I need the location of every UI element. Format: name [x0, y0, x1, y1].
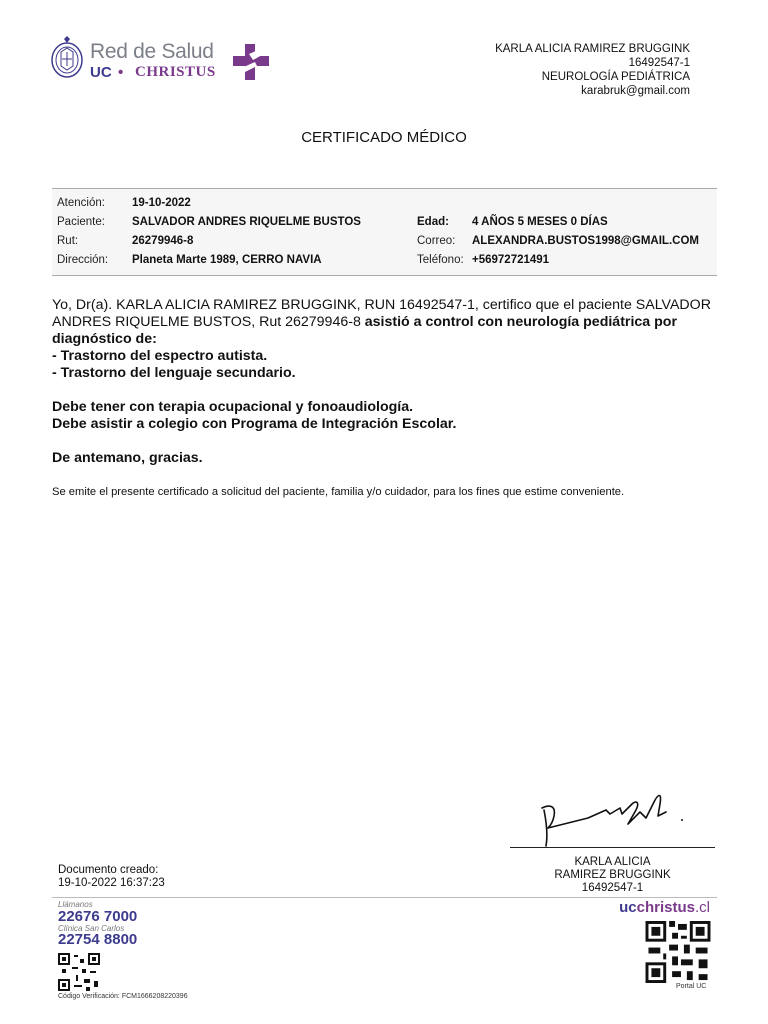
- doctor-run: 16492547-1: [628, 57, 690, 69]
- certification-paragraph: [52, 297, 732, 348]
- christus-cross-icon: [233, 44, 273, 80]
- email-value: ALEXANDRA.BUSTOS1998@GMAIL.COM: [472, 235, 699, 247]
- recommendation-1: Debe tener con terapia ocupacional y fonoaudiología.: [52, 399, 414, 415]
- email-label: Correo:: [417, 235, 456, 247]
- logo-dot: •: [118, 64, 124, 81]
- intro-bold-text: asistió a control con neurología pediátrica por diagnóstico de:: [52, 314, 677, 347]
- red-salud-uc-christus-logo: [50, 36, 280, 86]
- call-label: Llámanos: [58, 900, 93, 909]
- signer-line-3: 16492547-1: [581, 882, 644, 894]
- site-uc: uc: [619, 899, 637, 916]
- phone-value: +56972721491: [472, 254, 550, 266]
- doctor-email: karabruk@gmail.com: [581, 85, 690, 97]
- logo-christus-text: CHRISTUS: [135, 64, 216, 80]
- attention-label: Atención:: [57, 197, 105, 209]
- certificate-body: [52, 297, 732, 467]
- clinic-label: Clínica San Carlos: [58, 924, 125, 933]
- attention-value: 19-10-2022: [132, 197, 191, 209]
- rut-label: Rut:: [57, 235, 79, 247]
- intro-text: Yo, Dr(a). KARLA ALICIA RAMIREZ BRUGGINK, RUN 16492547-1, certifico que el paciente SALVADOR ANDRES RIQUELME BUSTOS, Rut 26279946-8: [52, 297, 711, 330]
- site-cl: .cl: [695, 899, 710, 916]
- patient-value: SALVADOR ANDRES RIQUELME BUSTOS: [132, 216, 361, 228]
- ucchristus-website: [619, 899, 710, 916]
- site-christus: christus: [636, 899, 695, 916]
- footer-divider: [52, 897, 717, 898]
- recommendation-2: Debe asistir a colegio con Programa de Integración Escolar.: [52, 416, 457, 432]
- certificate-title: CERTIFICADO MÉDICO: [301, 129, 467, 146]
- issuance-note: Se emite el presente certificado a solicitud del paciente, familia y/o cuidador, para los fines que estime conveniente.: [52, 486, 625, 498]
- portal-uc-label: Portal UC: [676, 983, 707, 990]
- document-created: [58, 864, 165, 890]
- doctor-header: [495, 42, 690, 98]
- handwritten-signature: [536, 790, 696, 850]
- age-label: Edad:: [417, 216, 449, 228]
- rut-value: 26279946-8: [132, 235, 194, 247]
- closing-text: De antemano, gracias.: [52, 450, 203, 466]
- doctor-specialty: NEUROLOGÍA PEDIÁTRICA: [541, 71, 690, 83]
- signer-line-1: KARLA ALICIA: [574, 856, 651, 868]
- uc-seal-icon: [50, 36, 84, 80]
- verification-code: Código Verificación: FCM1666208220396: [58, 993, 188, 1000]
- clinic-number: 22754 8800: [58, 931, 138, 948]
- portal-uc-qr-icon: [645, 921, 711, 983]
- created-value: 19-10-2022 16:37:23: [58, 877, 165, 889]
- diagnosis-2: - Trastorno del lenguaje secundario.: [52, 365, 296, 381]
- signer-block: [540, 856, 685, 895]
- verification-qr-icon: [58, 953, 100, 991]
- signer-line-2: RAMIREZ BRUGGINK: [554, 869, 671, 881]
- patient-info-box: [52, 188, 717, 276]
- address-label: Dirección:: [57, 254, 109, 266]
- doctor-name: KARLA ALICIA RAMIREZ BRUGGINK: [495, 43, 690, 55]
- address-value: Planeta Marte 1989, CERRO NAVIA: [132, 254, 322, 266]
- logo-red-de-salud-text: Red de Salud: [90, 40, 214, 63]
- diagnosis-1: - Trastorno del espectro autista.: [52, 348, 268, 364]
- signature-line: [510, 847, 715, 848]
- phone-label: Teléfono:: [417, 254, 464, 266]
- age-value: 4 AÑOS 5 MESES 0 DÍAS: [472, 216, 608, 228]
- call-number: 22676 7000: [58, 908, 138, 925]
- created-label: Documento creado:: [58, 864, 159, 876]
- logo-uc-text: UC: [90, 64, 112, 81]
- patient-label: Paciente:: [57, 216, 105, 228]
